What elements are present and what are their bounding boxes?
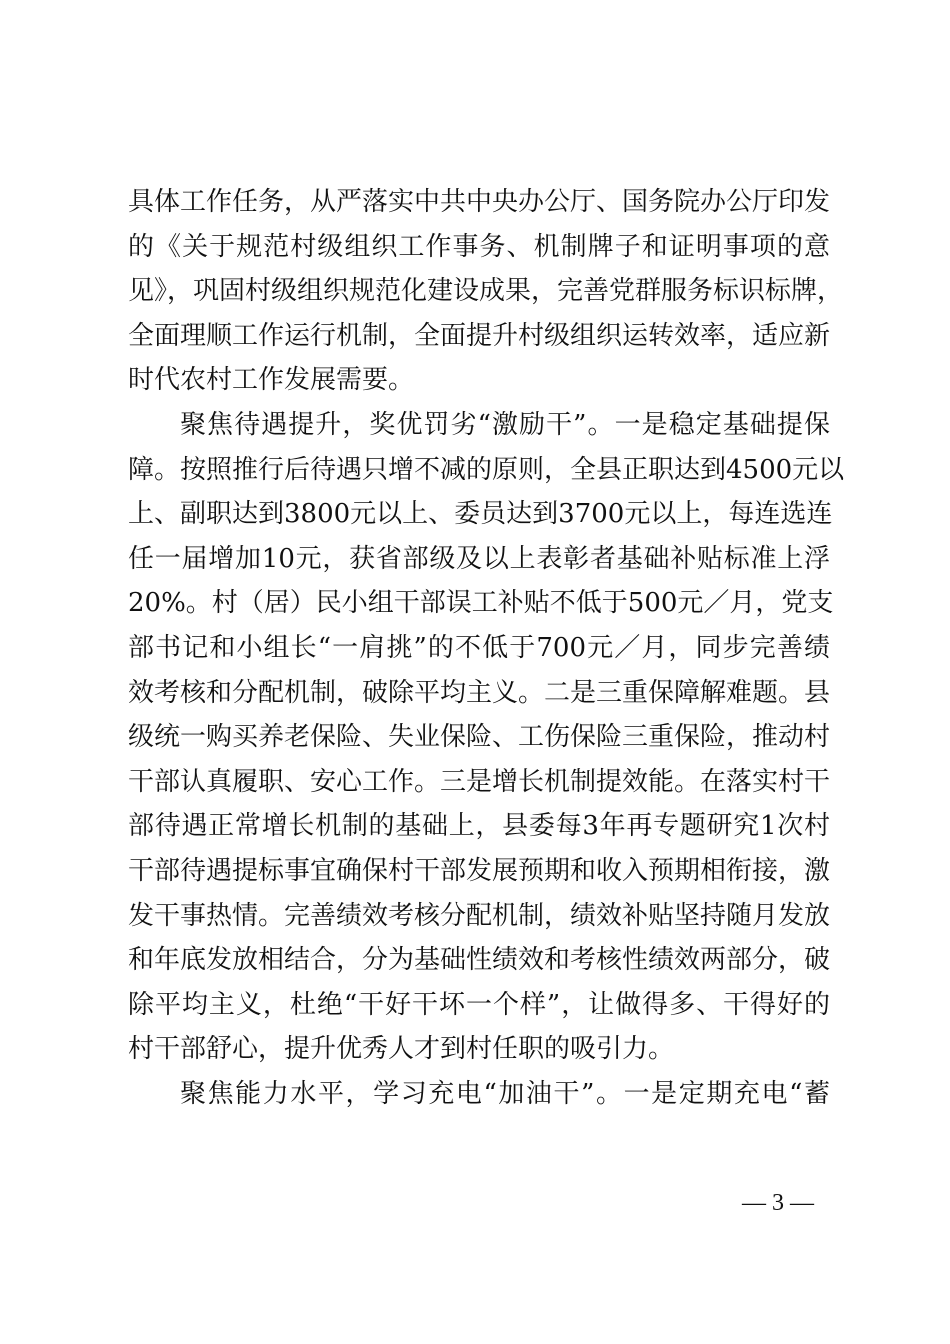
text-line: 时代农村工作发展需要。 — [128, 365, 415, 396]
text-line: 任一届增加10元，获省部级及以上表彰者基础补贴标准上浮 — [128, 543, 830, 574]
text-line: 发干事热情。完善绩效考核分配机制，绩效补贴坚持随月发放 — [128, 900, 831, 931]
text-line: 见》，巩固村级组织规范化建设成果，完善党群服务标识标牌， — [128, 276, 844, 307]
page-number: — 3 — — [742, 1190, 814, 1216]
text-line: 和年底发放相结合，分为基础性绩效和考核性绩效两部分，破 — [128, 945, 831, 976]
text-line: 全面理顺工作运行机制，全面提升村级组织运转效率，适应新 — [128, 320, 831, 351]
text-line: 具体工作任务，从严落实中共中央办公厅、国务院办公厅印发 — [128, 187, 831, 217]
text-line: 部书记和小组长“一肩挑”的不低于700元／月，同步完善绩 — [128, 632, 830, 663]
body-text — [128, 180, 845, 1116]
text-line: 上、副职达到3800元以上、委员达到3700元以上，每连选连 — [128, 499, 833, 530]
text-line: 部待遇正常增长机制的基础上，县委每3年再专题研究1次村 — [128, 811, 830, 842]
text-line: 级统一购买养老保险、失业保险、工伤保险三重保险，推动村 — [128, 722, 831, 753]
text-line: 障。按照推行后待遇只增不减的原则，全县正职达到4500元以 — [128, 454, 845, 485]
text-line: 除平均主义，杜绝“干好干坏一个样”，让做得多、干得好的 — [128, 989, 830, 1020]
text-line: 的《关于规范村级组织工作事务、机制牌子和证明事项的意 — [128, 231, 830, 262]
text-line: 干部认真履职、安心工作。三是增长机制提效能。在落实村干 — [128, 766, 831, 797]
text-line: 村干部舒心，提升优秀人才到村任职的吸引力。 — [128, 1034, 675, 1065]
text-line: 聚焦能力水平，学习充电“加油干”。一是定期充电“蓄 — [180, 1078, 830, 1109]
text-line: 效考核和分配机制，破除平均主义。二是三重保障解难题。县 — [128, 677, 831, 708]
text-line: 20%。村（居）民小组干部误工补贴不低于500元／月，党支 — [128, 588, 834, 619]
text-line: 干部待遇提标事宜确保村干部发展预期和收入预期相衔接，激 — [128, 855, 831, 886]
text-line: 聚焦待遇提升，奖优罚劣“激励干”。一是稳定基础提保 — [180, 409, 830, 440]
